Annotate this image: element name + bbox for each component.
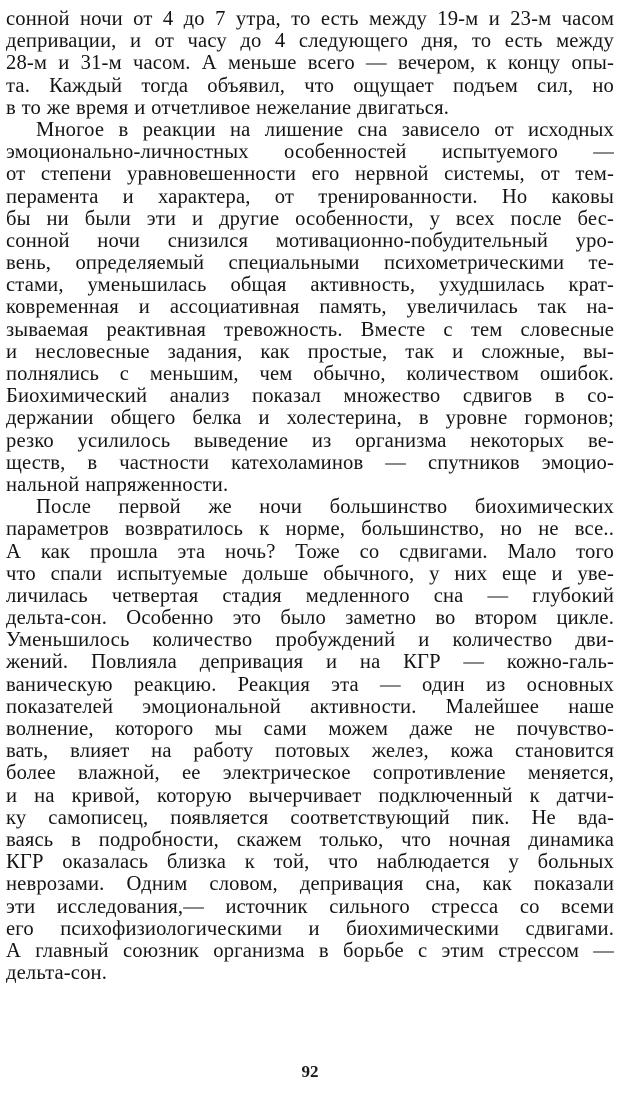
text-line: параметров возвратилось к норме, большинство, но не все..: [6, 518, 614, 541]
text-line: сонной ночи от 4 до 7 утра, то есть между 19-м и 23-м часом: [6, 8, 614, 30]
text-line: перамента и характера, от тренированности. Но каковы: [6, 185, 614, 208]
text-line: зываемая реактивная тревожность. Вместе с тем словесные: [6, 318, 614, 341]
page-number: 92: [301, 1062, 319, 1081]
text-line: А главный союзник организма в борьбе с этим стрессом —: [6, 939, 614, 962]
text-line: эмоционально-личностных особенностей испытуемого —: [6, 141, 614, 164]
paragraph-1: [6, 8, 614, 119]
text-line: ваническую реакцию. Реакция эта — один из основных: [6, 673, 614, 696]
text-line: КГР оказалась близка к той, что наблюдается у больных: [6, 851, 614, 874]
text-line: полнялись с меньшим, чем обычно, количеством ошибок.: [6, 363, 614, 385]
text-line: и несловесные задания, как простые, так и сложные, вы-: [6, 340, 614, 363]
text-line: депривации, и от часу до 4 следующего дня, то есть между: [6, 30, 614, 53]
text-line: волнение, которого мы сами можем даже не почувство-: [6, 718, 614, 740]
text-line: бы ни были эти и другие особенности, у всех после бес-: [6, 207, 614, 230]
text-line: личилась четвертая стадия медленного сна — глубокий: [6, 584, 614, 607]
page-text: [6, 8, 614, 984]
text-line: в то же время и отчетливое нежелание двигаться.: [6, 96, 449, 119]
text-line: нальной напряженности.: [6, 473, 229, 496]
text-line: вень, определяемый специальными психометрическими те-: [6, 252, 614, 275]
text-line: ковременная и ассоциативная память, увеличилась так на-: [6, 296, 614, 319]
paragraph-2: [6, 119, 614, 496]
text-line: вать, влияет на работу потовых желез, кожа становится: [6, 740, 614, 763]
text-line: Уменьшилось количество пробуждений и количество дви-: [6, 629, 614, 652]
text-line: жений. Повлияла депривация и на КГР — кожно-галь-: [6, 651, 614, 674]
text-line: та. Каждый тогда объявил, что ощущает подъем сил, но: [6, 74, 614, 97]
text-line: его психофизиологическими и биохимическими сдвигами.: [6, 917, 614, 940]
text-line: и на кривой, которую вычерчивает подключенный к датчи-: [6, 784, 614, 807]
text-line: более влажной, ее электрическое сопротивление меняется,: [6, 762, 614, 785]
text-line: резко усилилось выведение из организма некоторых ве-: [6, 429, 614, 452]
paragraph-3: [6, 496, 614, 984]
text-line: эти исследования,— источник сильного стресса со всеми: [6, 895, 614, 918]
text-line: ку самописец, появляется соответствующий пик. Не вда-: [6, 806, 614, 829]
text-line: А как прошла эта ночь? Тоже со сдвигами. Мало того: [6, 540, 614, 563]
text-line: Биохимический анализ показал множество сдвигов в со-: [6, 385, 614, 408]
text-line: от степени уравновешенности его нервной системы, от тем-: [6, 163, 614, 186]
text-line: дельта-сон. Особенно это было заметно во втором цикле.: [6, 607, 614, 630]
text-line: стами, уменьшилась общая активность, ухудшилась крат-: [6, 274, 614, 297]
text-line: 28-м и 31-м часом. А меньше всего — вечером, к концу опы-: [6, 52, 614, 75]
text-line: показателей эмоциональной активности. Малейшее наше: [6, 695, 614, 718]
text-line: ваясь в подробности, скажем только, что ночная динамика: [6, 828, 614, 851]
text-line: ществ, в частности катехоламинов — спутников эмоцио-: [6, 451, 614, 474]
text-line: что спали испытуемые дольше обычного, у них еще и уве-: [6, 562, 614, 585]
text-line: Многое в реакции на лишение сна зависело от исходных: [36, 118, 614, 141]
text-line: держании общего белка и холестерина, в уровне гормонов;: [6, 407, 614, 430]
text-line: После первой же ночи большинство биохимических: [36, 496, 614, 519]
text-line: дельта-сон.: [6, 962, 108, 985]
text-line: сонной ночи снизился мотивационно-побудительный уро-: [6, 229, 614, 252]
text-line: неврозами. Одним словом, депривация сна, как показали: [6, 873, 614, 896]
